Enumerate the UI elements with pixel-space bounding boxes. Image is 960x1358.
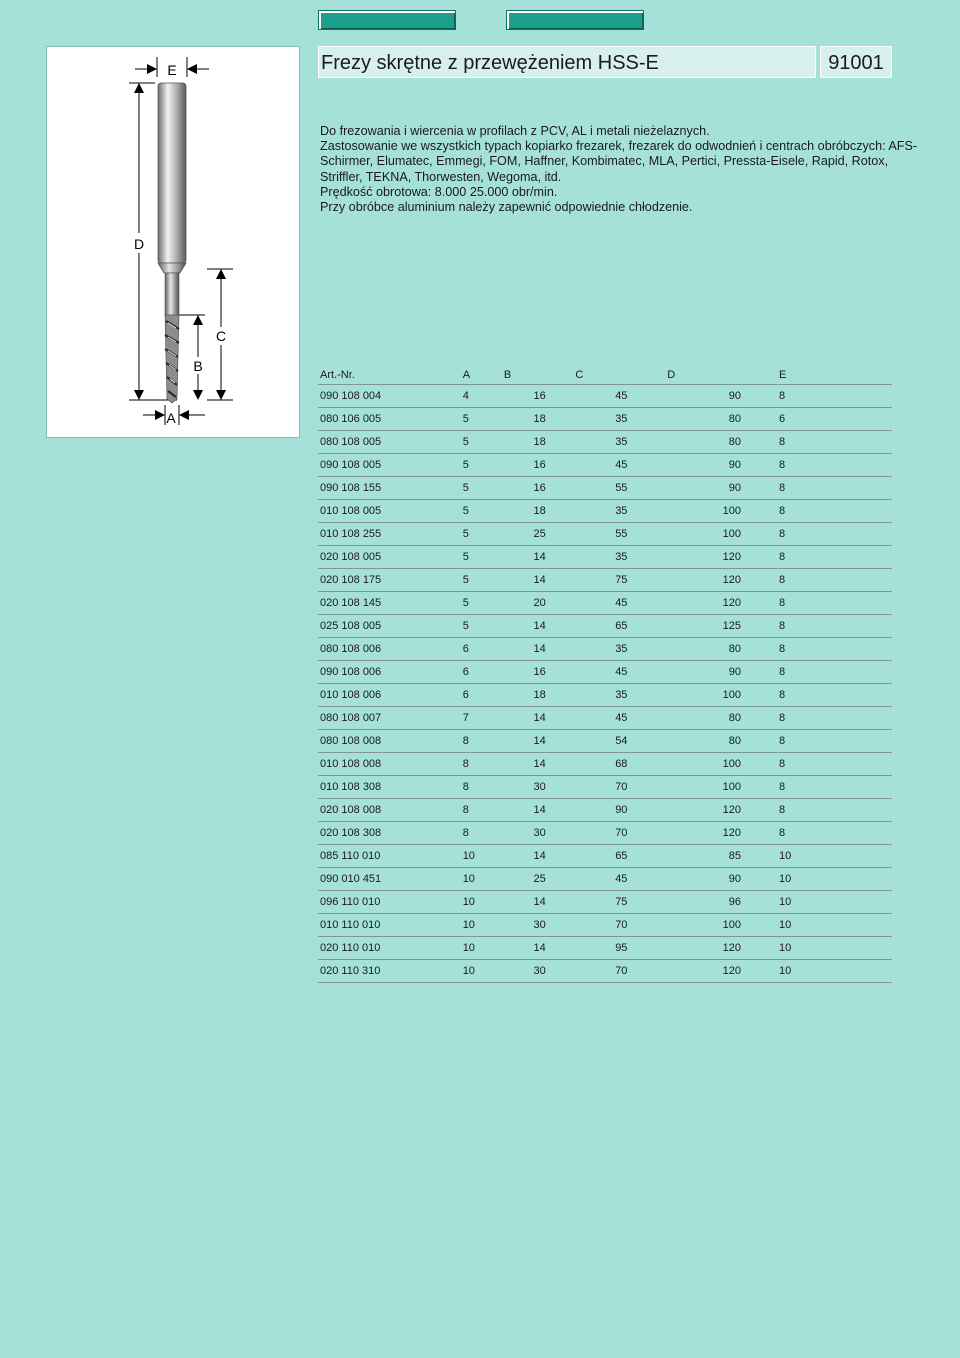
table-row	[318, 684, 892, 707]
cell-a: 10	[447, 960, 504, 983]
description-line: Zastosowanie we wszystkich typach kopiarko frezarek, frezarek do odwodnień i centrach obróbczych: AFS-	[320, 139, 918, 154]
table-row	[318, 408, 892, 431]
cell-c: 70	[575, 914, 667, 937]
cell-b: 18	[504, 500, 575, 523]
cell-c: 45	[575, 868, 667, 891]
cell-a: 10	[447, 891, 504, 914]
label-e: E	[167, 62, 177, 78]
cell-d: 90	[667, 661, 749, 684]
cell-b: 14	[504, 937, 575, 960]
cell-a: 5	[447, 615, 504, 638]
cell-art-nr: 080 108 006	[318, 638, 447, 661]
cell-art-nr: 080 108 005	[318, 431, 447, 454]
cell-b: 14	[504, 891, 575, 914]
description-line: Schirmer, Elumatec, Emmegi, FOM, Haffner, Kombimatec, MLA, Pertici, Pressta-Eisele, Rapid, Rotox,	[320, 154, 889, 169]
table-row	[318, 960, 892, 983]
cell-b: 14	[504, 707, 575, 730]
cell-e: 10	[749, 868, 892, 891]
cell-art-nr: 010 108 255	[318, 523, 447, 546]
header-tab-left	[318, 10, 456, 30]
cell-art-nr: 020 108 175	[318, 569, 447, 592]
cell-a: 5	[447, 431, 504, 454]
cell-e: 10	[749, 960, 892, 983]
cell-c: 35	[575, 546, 667, 569]
table-row	[318, 937, 892, 960]
cell-a: 10	[447, 937, 504, 960]
tool-diagram	[46, 46, 300, 438]
cell-b: 14	[504, 638, 575, 661]
label-a: A	[166, 410, 176, 426]
cell-art-nr: 090 108 004	[318, 385, 447, 408]
cell-e: 8	[749, 523, 892, 546]
cell-e: 8	[749, 638, 892, 661]
cell-c: 95	[575, 937, 667, 960]
cell-b: 18	[504, 684, 575, 707]
cell-b: 30	[504, 914, 575, 937]
cell-art-nr: 010 108 308	[318, 776, 447, 799]
table-row	[318, 546, 892, 569]
col-header-d: D	[667, 366, 749, 385]
cell-d: 120	[667, 546, 749, 569]
product-description	[320, 124, 940, 215]
cell-e: 8	[749, 454, 892, 477]
table-row	[318, 454, 892, 477]
cell-d: 100	[667, 776, 749, 799]
cell-e: 8	[749, 500, 892, 523]
cell-d: 90	[667, 454, 749, 477]
cell-b: 18	[504, 431, 575, 454]
cell-d: 120	[667, 937, 749, 960]
cell-e: 8	[749, 592, 892, 615]
cell-d: 96	[667, 891, 749, 914]
cell-d: 100	[667, 684, 749, 707]
description-line: Striffler, TEKNA, Thorwesten, Wegoma, itd.	[320, 169, 562, 184]
col-header-art-nr: Art.-Nr.	[318, 366, 447, 385]
cell-e: 10	[749, 914, 892, 937]
cell-art-nr: 020 108 308	[318, 822, 447, 845]
cell-a: 10	[447, 868, 504, 891]
label-b: B	[193, 358, 203, 374]
cell-d: 80	[667, 707, 749, 730]
cell-d: 90	[667, 868, 749, 891]
cell-e: 8	[749, 385, 892, 408]
cell-b: 14	[504, 845, 575, 868]
cell-b: 14	[504, 799, 575, 822]
cell-a: 8	[447, 753, 504, 776]
cell-b: 16	[504, 477, 575, 500]
cell-b: 20	[504, 592, 575, 615]
table-row	[318, 592, 892, 615]
cell-art-nr: 080 106 005	[318, 408, 447, 431]
table-row	[318, 799, 892, 822]
cell-c: 54	[575, 730, 667, 753]
description-line: Prędkość obrotowa: 8.000 25.000 obr/min.	[320, 184, 558, 199]
cell-e: 8	[749, 546, 892, 569]
cell-c: 45	[575, 661, 667, 684]
cell-art-nr: 096 110 010	[318, 891, 447, 914]
cell-d: 100	[667, 914, 749, 937]
table-row	[318, 707, 892, 730]
cell-a: 5	[447, 477, 504, 500]
cell-e: 8	[749, 615, 892, 638]
cell-a: 8	[447, 799, 504, 822]
cell-c: 45	[575, 707, 667, 730]
cell-a: 8	[447, 822, 504, 845]
cell-e: 8	[749, 431, 892, 454]
cell-c: 45	[575, 454, 667, 477]
cell-c: 35	[575, 431, 667, 454]
cell-c: 90	[575, 799, 667, 822]
cell-b: 18	[504, 408, 575, 431]
cell-art-nr: 090 108 006	[318, 661, 447, 684]
cell-c: 75	[575, 569, 667, 592]
label-d: D	[133, 236, 145, 252]
cell-art-nr: 080 108 007	[318, 707, 447, 730]
cell-c: 68	[575, 753, 667, 776]
cell-a: 6	[447, 661, 504, 684]
cell-a: 6	[447, 684, 504, 707]
cell-c: 65	[575, 615, 667, 638]
cell-a: 7	[447, 707, 504, 730]
table-row	[318, 523, 892, 546]
cell-art-nr: 010 108 006	[318, 684, 447, 707]
cutter-illustration	[158, 83, 186, 403]
cell-art-nr: 085 110 010	[318, 845, 447, 868]
cell-c: 45	[575, 385, 667, 408]
cell-a: 10	[447, 914, 504, 937]
cell-e: 8	[749, 753, 892, 776]
cell-c: 35	[575, 684, 667, 707]
cell-e: 8	[749, 684, 892, 707]
cell-c: 70	[575, 822, 667, 845]
col-header-b: B	[504, 366, 575, 385]
cell-c: 35	[575, 500, 667, 523]
cell-a: 5	[447, 408, 504, 431]
cell-b: 30	[504, 960, 575, 983]
col-header-e: E	[749, 366, 892, 385]
cell-c: 45	[575, 592, 667, 615]
cell-c: 55	[575, 477, 667, 500]
cell-d: 100	[667, 523, 749, 546]
table-row	[318, 822, 892, 845]
cell-c: 55	[575, 523, 667, 546]
cell-a: 5	[447, 454, 504, 477]
cell-c: 35	[575, 408, 667, 431]
cell-d: 80	[667, 408, 749, 431]
table-row	[318, 891, 892, 914]
cell-a: 5	[447, 569, 504, 592]
cell-d: 90	[667, 477, 749, 500]
label-c: C	[215, 328, 227, 344]
table-row	[318, 730, 892, 753]
dimension-c	[207, 269, 233, 400]
description-line: Przy obróbce aluminium należy zapewnić odpowiednie chłodzenie.	[320, 200, 693, 215]
cell-e: 10	[749, 845, 892, 868]
cell-d: 90	[667, 385, 749, 408]
cell-c: 65	[575, 845, 667, 868]
cell-c: 70	[575, 960, 667, 983]
cell-e: 8	[749, 707, 892, 730]
cell-b: 14	[504, 730, 575, 753]
dimension-e	[135, 57, 209, 78]
cell-b: 25	[504, 523, 575, 546]
cell-d: 120	[667, 960, 749, 983]
table-row	[318, 914, 892, 937]
cell-d: 125	[667, 615, 749, 638]
catalog-code: 91001	[820, 46, 892, 78]
cell-a: 8	[447, 730, 504, 753]
cell-art-nr: 020 110 010	[318, 937, 447, 960]
dimension-b	[177, 315, 205, 400]
table-row	[318, 431, 892, 454]
cell-b: 30	[504, 822, 575, 845]
cell-art-nr: 020 108 005	[318, 546, 447, 569]
table-row	[318, 661, 892, 684]
cell-art-nr: 090 010 451	[318, 868, 447, 891]
cell-d: 80	[667, 638, 749, 661]
spec-table	[318, 366, 892, 983]
cell-art-nr: 020 108 008	[318, 799, 447, 822]
table-row	[318, 385, 892, 408]
cell-e: 8	[749, 661, 892, 684]
cell-d: 120	[667, 822, 749, 845]
cell-art-nr: 010 108 005	[318, 500, 447, 523]
dimension-a	[143, 405, 205, 426]
cell-e: 10	[749, 937, 892, 960]
cell-b: 16	[504, 454, 575, 477]
table-row	[318, 569, 892, 592]
cell-e: 8	[749, 730, 892, 753]
cell-e: 8	[749, 776, 892, 799]
cell-c: 75	[575, 891, 667, 914]
cell-e: 8	[749, 477, 892, 500]
cell-art-nr: 010 108 008	[318, 753, 447, 776]
cell-a: 8	[447, 776, 504, 799]
cell-b: 25	[504, 868, 575, 891]
table-row	[318, 776, 892, 799]
cell-a: 6	[447, 638, 504, 661]
cell-b: 14	[504, 753, 575, 776]
cell-a: 4	[447, 385, 504, 408]
cell-e: 8	[749, 799, 892, 822]
cell-d: 120	[667, 592, 749, 615]
table-row	[318, 868, 892, 891]
cell-e: 8	[749, 569, 892, 592]
cell-d: 120	[667, 569, 749, 592]
cell-b: 30	[504, 776, 575, 799]
cell-b: 14	[504, 569, 575, 592]
header-tab-right	[506, 10, 644, 30]
cell-art-nr: 090 108 155	[318, 477, 447, 500]
cell-b: 14	[504, 615, 575, 638]
cell-d: 80	[667, 730, 749, 753]
cell-d: 120	[667, 799, 749, 822]
table-row	[318, 500, 892, 523]
cell-a: 5	[447, 592, 504, 615]
col-header-a: A	[447, 366, 504, 385]
cell-c: 35	[575, 638, 667, 661]
cell-art-nr: 080 108 008	[318, 730, 447, 753]
cell-c: 70	[575, 776, 667, 799]
cell-e: 10	[749, 891, 892, 914]
cell-e: 8	[749, 822, 892, 845]
table-row	[318, 753, 892, 776]
cell-a: 5	[447, 546, 504, 569]
col-header-c: C	[575, 366, 667, 385]
cell-art-nr: 010 110 010	[318, 914, 447, 937]
cell-b: 14	[504, 546, 575, 569]
cell-a: 5	[447, 523, 504, 546]
page-title: Frezy skrętne z przewężeniem HSS-E	[318, 46, 816, 78]
table-row	[318, 845, 892, 868]
cell-b: 16	[504, 661, 575, 684]
cell-art-nr: 025 108 005	[318, 615, 447, 638]
cell-a: 10	[447, 845, 504, 868]
table-row	[318, 477, 892, 500]
cell-art-nr: 020 108 145	[318, 592, 447, 615]
cell-d: 100	[667, 753, 749, 776]
table-row	[318, 615, 892, 638]
cell-d: 85	[667, 845, 749, 868]
cell-art-nr: 020 110 310	[318, 960, 447, 983]
cell-a: 5	[447, 500, 504, 523]
description-line: Do frezowania i wiercenia w profilach z PCV, AL i metali nieżelaznych.	[320, 124, 710, 138]
cell-art-nr: 090 108 005	[318, 454, 447, 477]
cell-b: 16	[504, 385, 575, 408]
cell-d: 80	[667, 431, 749, 454]
cell-e: 6	[749, 408, 892, 431]
table-row	[318, 638, 892, 661]
table-header-row	[318, 366, 892, 385]
cell-d: 100	[667, 500, 749, 523]
